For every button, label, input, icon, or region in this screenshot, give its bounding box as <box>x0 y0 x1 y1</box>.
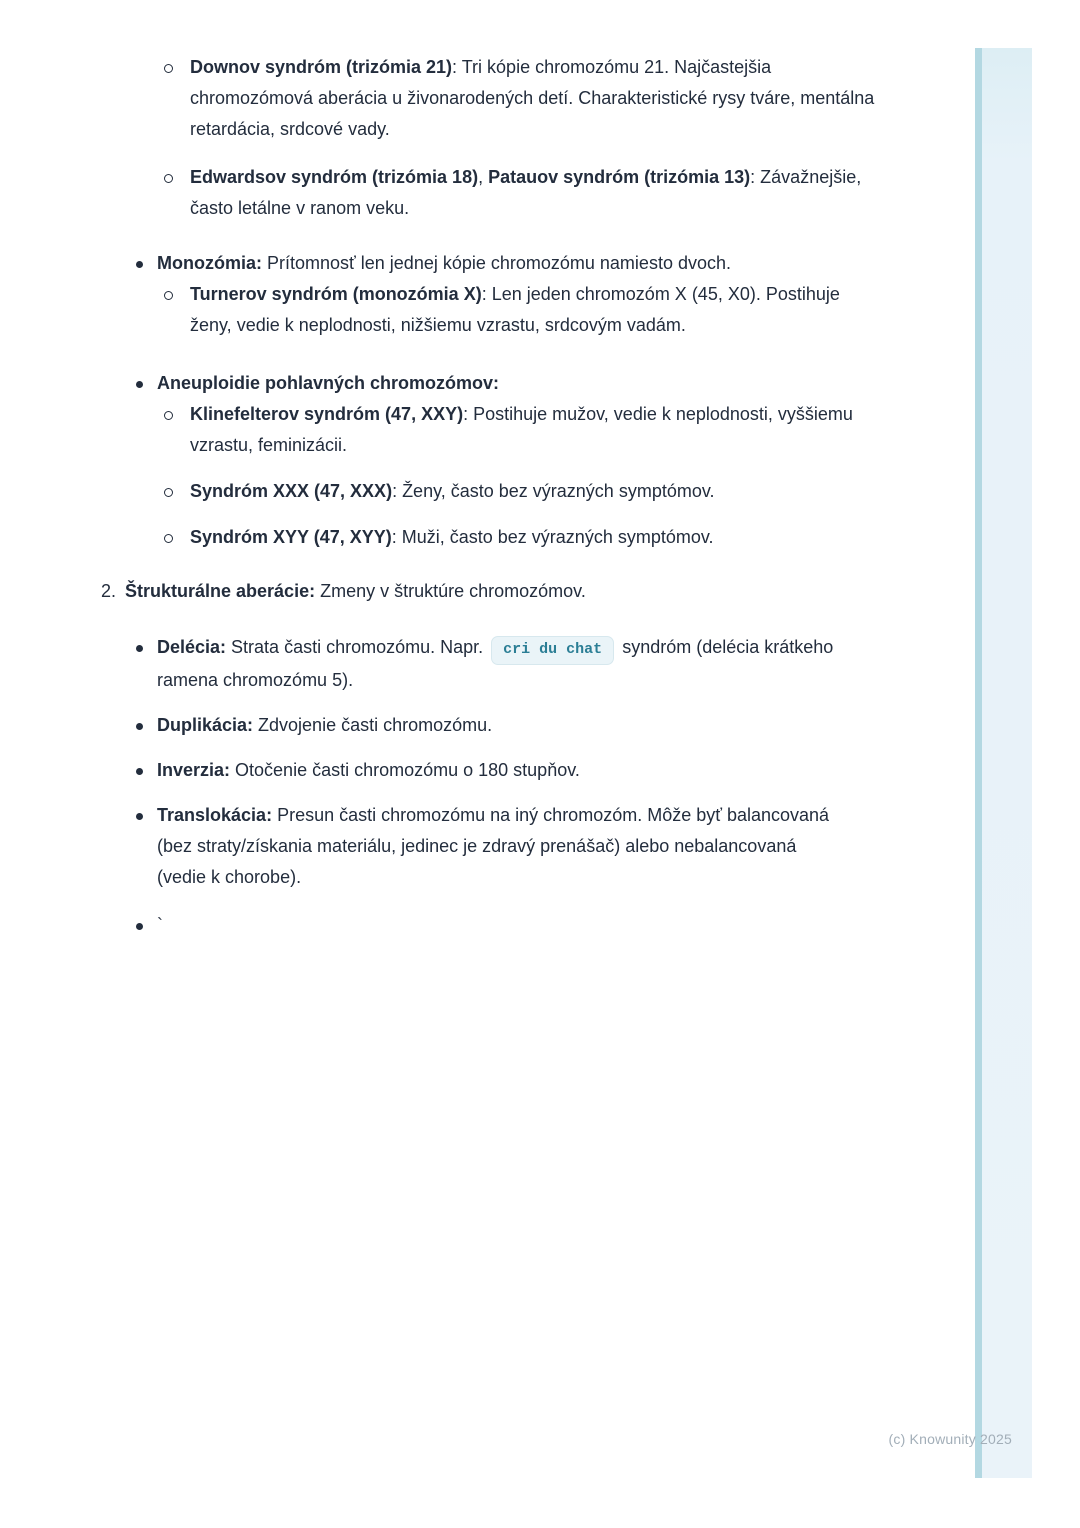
list-item-text <box>190 162 880 224</box>
bullet-dot-icon <box>136 645 143 652</box>
term-monozomia: Monozómia: <box>157 253 262 273</box>
list-number: 2. <box>101 581 117 601</box>
separator: , <box>478 167 489 187</box>
list-item-text <box>190 279 880 341</box>
list-item-text <box>157 632 847 696</box>
bullet-dot-icon <box>136 768 143 775</box>
list-item-monozomia <box>0 248 1000 279</box>
list-item-text <box>157 755 847 786</box>
bullet-circle-icon <box>164 291 173 300</box>
description-inverzia: Otočenie časti chromozómu o 180 stupňov. <box>230 760 580 780</box>
description-delecia-after: syndróm (delécia krátkeho ramena chromozómu 5). <box>157 637 834 690</box>
structural-aberrations-list <box>0 632 1000 941</box>
bullet-dot-icon <box>136 381 143 388</box>
term-duplikacia: Duplikácia: <box>157 715 254 735</box>
description-delecia-before: Strata časti chromozómu. Napr. <box>226 637 489 657</box>
bullet-dot-icon <box>136 923 143 930</box>
term-structural: Štrukturálne aberácie: <box>125 581 316 601</box>
list-item-xxx-syndrome <box>0 476 1000 507</box>
term-syndrom-xxx: Syndróm XXX (47, XXX) <box>190 481 393 501</box>
term-klinefelterov: Klinefelterov syndróm (47, XXY) <box>190 404 464 424</box>
list-item-text <box>157 368 847 399</box>
description-syndrom-xyy: : Muži, často bez výrazných symptómov. <box>391 527 714 547</box>
term-delecia: Delécia: <box>157 637 227 657</box>
bullet-circle-icon <box>164 174 173 183</box>
description-translokacia: Presun časti chromozómu na iný chromozóm. Môže byť balancovaná (bez straty/získania materiálu, jedinec je zdravý prenášač) alebo nebalancovaná (vedie k chorobe). <box>157 805 830 887</box>
description-duplikacia: Zdvojenie časti chromozómu. <box>253 715 493 735</box>
term-inverzia: Inverzia: <box>157 760 231 780</box>
term-turnerov: Turnerov syndróm (monozómia X) <box>190 284 482 304</box>
monosomy-sublist <box>0 279 1000 341</box>
bullet-dot-icon <box>136 723 143 730</box>
bullet-dot-icon <box>136 813 143 820</box>
list-item-xyy-syndrome <box>0 522 1000 553</box>
term-translokacia: Translokácia: <box>157 805 273 825</box>
list-item-inverzia <box>0 755 1000 786</box>
bullet-circle-icon <box>164 534 173 543</box>
description-syndrom-xxx: : Ženy, často bez výrazných symptómov. <box>392 481 715 501</box>
description-turnerov: : Len jeden chromozóm X (45, X0). Postihuje ženy, vedie k neplodnosti, nižšiemu vzrastu, srdcovým vadám. <box>190 284 840 335</box>
list-item-text <box>190 399 880 461</box>
list-item-stray-backtick <box>0 910 1000 941</box>
list-item-duplikacia <box>0 710 1000 741</box>
list-item-text <box>190 522 880 553</box>
list-item-delecia <box>0 632 1000 696</box>
term-patauov: Patauov syndróm (trizómia 13) <box>488 167 751 187</box>
list-item-sex-chromosome-heading <box>0 368 1000 399</box>
list-item-edwards-patau-syndrome <box>0 162 1000 224</box>
description-edwards-patau: : Závažnejšie, často letálne v ranom veku. <box>190 167 862 218</box>
bullet-dot-icon <box>136 261 143 268</box>
term-aneuploidy-heading: Aneuploidie pohlavných chromozómov: <box>157 373 500 393</box>
inline-code-chip: cri du chat <box>491 636 614 665</box>
list-item-translokacia <box>0 800 1000 893</box>
description-structural: Zmeny v štruktúre chromozómov. <box>315 581 586 601</box>
list-item-text <box>157 800 847 893</box>
bullet-circle-icon <box>164 488 173 497</box>
structural-aberrations-numbered-item <box>0 576 1000 607</box>
sex-chromosome-aneuploidy-list <box>0 368 1000 399</box>
description-monozomia: Prítomnosť len jednej kópie chromozómu namiesto dvoch. <box>262 253 731 273</box>
stray-backtick-text: ` <box>157 915 163 935</box>
description-downov: : Tri kópie chromozómu 21. Najčastejšia chromozómová aberácia u živonarodených detí. Charakteristické rysy tváre, mentálna retardácia, srdcové vady. <box>190 57 875 139</box>
list-item-downov-syndrome <box>0 52 1000 145</box>
list-item-text <box>125 576 845 607</box>
bullet-circle-icon <box>164 64 173 73</box>
description-klinefelterov: : Postihuje mužov, vedie k neplodnosti, vyššiemu vzrastu, feminizácii. <box>190 404 853 455</box>
sex-chromosome-sublist <box>0 399 1000 553</box>
list-item-text <box>157 910 847 941</box>
list-item-text <box>157 248 847 279</box>
list-item-turner-syndrome <box>0 279 1000 341</box>
list-item-text <box>190 476 880 507</box>
term-edwardsov: Edwardsov syndróm (trizómia 18) <box>190 167 479 187</box>
copyright-watermark: (c) Knowunity 2025 <box>888 1431 1012 1447</box>
list-item-text <box>190 52 880 145</box>
list-item-klinefelter-syndrome <box>0 399 1000 461</box>
aneuploidy-list <box>0 248 1000 279</box>
list-item-text <box>157 710 847 741</box>
bullet-circle-icon <box>164 411 173 420</box>
term-syndrom-xyy: Syndróm XYY (47, XYY) <box>190 527 392 547</box>
trisomy-sublist <box>0 52 1000 224</box>
term-downov: Downov syndróm (trizómia 21) <box>190 57 453 77</box>
